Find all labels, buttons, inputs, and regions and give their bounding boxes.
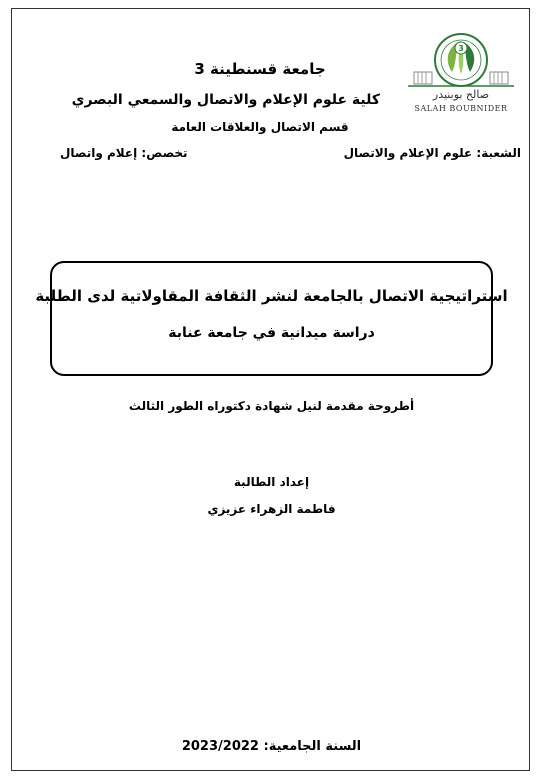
department-name: قسم الاتصال والعلاقات العامة [171,120,349,134]
university-seal-icon [400,30,522,116]
thesis-title: استراتيجية الاتصال بالجامعة لنشر الثقافة المقاولاتية لدى الطلبة [35,287,508,305]
title-box [50,261,493,376]
faculty-name: كلية علوم الإعلام والاتصال والسمعي البصري [71,92,380,108]
university-name: جامعة قسنطينة 3 [194,60,326,78]
specialty-label: تخصص: إعلام واتصال [60,146,188,160]
svg-text:3: 3 [458,44,464,53]
academic-year: السنة الجامعية: 2023/2022 [181,739,362,754]
major-label: الشعبة: علوم الإعلام والاتصال [343,146,521,160]
university-logo [400,30,522,116]
thesis-statement: أطروحة مقدمة لنيل شهادة دكتوراه الطور الثالث [128,399,415,413]
prepared-by-label: إعداد الطالبة [233,475,310,489]
student-name: فاطمة الزهراء عزيزي [207,502,336,516]
logo-arabic-name: صالح بوبنيدر [432,88,490,101]
logo-latin-name: SALAH BOUBNIDER [414,104,508,113]
thesis-subtitle: دراسة ميدانية في جامعة عنابة [168,325,375,341]
